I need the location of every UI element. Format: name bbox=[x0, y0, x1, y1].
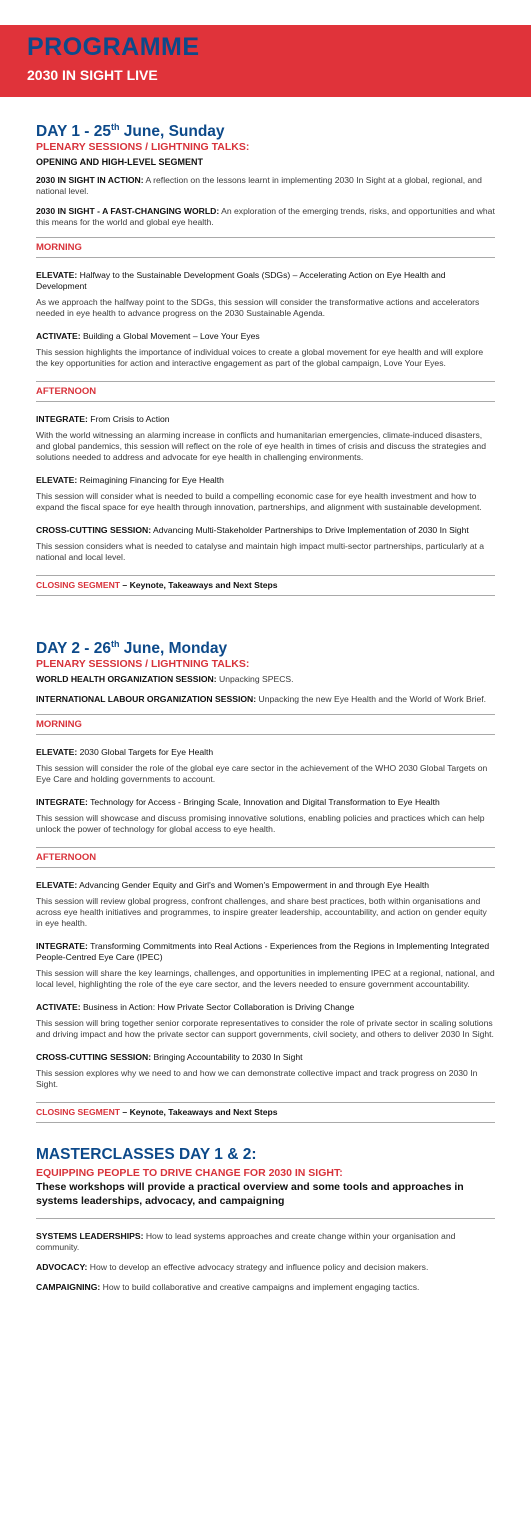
day2-closing-bar bbox=[36, 1102, 495, 1123]
session-name: Technology for Access - Bringing Scale, Innovation and Digital Transformation to Eye Health bbox=[87, 797, 440, 807]
day1-opening-item bbox=[36, 206, 495, 228]
session-label: ACTIVATE: bbox=[36, 331, 81, 341]
session-label: ELEVATE: bbox=[36, 475, 78, 485]
item-label: SYSTEMS LEADERSHIPS: bbox=[36, 1231, 144, 1241]
day1-heading bbox=[36, 117, 495, 141]
session-name: Advancing Multi-Stakeholder Partnerships to Drive Implementation of 2030 In Sight bbox=[151, 525, 469, 535]
session-name: Advancing Gender Equity and Girl's and Women's Empowerment in and through Eye Health bbox=[77, 880, 430, 890]
masterclasses-divider bbox=[36, 1218, 495, 1219]
session-name: Business in Action: How Private Sector Collaboration is Driving Change bbox=[80, 1002, 355, 1012]
masterclasses-subheading: EQUIPPING PEOPLE TO DRIVE CHANGE FOR 2030 IN SIGHT: bbox=[36, 1167, 343, 1179]
day1-morning-bar: MORNING bbox=[36, 237, 495, 258]
closing-text: – Keynote, Takeaways and Next Steps bbox=[120, 580, 278, 590]
day1-closing-bar bbox=[36, 575, 495, 596]
session-title bbox=[36, 331, 495, 342]
item-label: 2030 IN SIGHT - A FAST-CHANGING WORLD: bbox=[36, 206, 220, 216]
item-label: 2030 IN SIGHT IN ACTION: bbox=[36, 175, 144, 185]
day1-heading-suffix: June, Sunday bbox=[119, 123, 225, 141]
day2-heading-suffix: June, Monday bbox=[119, 640, 228, 658]
session-description: This session considers what is needed to catalyse and maintain high impact multi-sector partnerships, particularly at a national and local level. bbox=[36, 541, 485, 562]
session-title bbox=[36, 525, 495, 536]
session-name: Halfway to the Sustainable Development Goals (SDGs) – Accelerating Action on Eye Health and Development bbox=[36, 270, 446, 291]
session-label: ELEVATE: bbox=[36, 270, 78, 280]
session-title bbox=[36, 270, 495, 292]
session-name: From Crisis to Action bbox=[87, 414, 170, 424]
item-label: WORLD HEALTH ORGANIZATION SESSION: bbox=[36, 674, 217, 684]
masterclasses-heading: MASTERCLASSES DAY 1 & 2: bbox=[36, 1146, 257, 1163]
session-label: CROSS-CUTTING SESSION: bbox=[36, 1052, 152, 1062]
item-label: ADVOCACY: bbox=[36, 1262, 88, 1272]
masterclass-item bbox=[36, 1262, 495, 1273]
session-description: This session will consider the role of the global eye care sector in the achievement of the WHO 2030 Global Targets on Eye Care and holding governments to account. bbox=[36, 763, 488, 784]
session-description: This session explores why we need to and how we can demonstrate collective impact and track progress on 2030 In Sight. bbox=[36, 1068, 478, 1089]
session-description: This session will consider what is needed to build a compelling economic case for eye health investment and how to expand the fiscal space for eye health through innovation, partnerships, and alignment with sustainable development. bbox=[36, 491, 482, 512]
day1-opening-item bbox=[36, 175, 495, 197]
session-title bbox=[36, 1052, 495, 1063]
day1-opening-heading: OPENING AND HIGH-LEVEL SEGMENT bbox=[36, 157, 204, 167]
session-name: Transforming Commitments into Real Actions - Experiences from the Regions in Implementing Integrated People-Centred Eye Care (IPEC) bbox=[36, 941, 490, 962]
session-label: ELEVATE: bbox=[36, 880, 78, 890]
day2-morning-bar: MORNING bbox=[36, 714, 495, 735]
item-text: Unpacking SPECS. bbox=[216, 674, 294, 684]
day2-heading bbox=[36, 634, 495, 658]
item-text: Unpacking the new Eye Health and the World of Work Brief. bbox=[256, 694, 487, 704]
session-label: INTEGRATE: bbox=[36, 414, 88, 424]
session-title bbox=[36, 797, 495, 808]
header-banner bbox=[0, 25, 531, 97]
session-description: With the world witnessing an alarming increase in conflicts and humanitarian emergencies, climate-induced disasters, and global pandemics, this session will reflect on the role of eye health in times of crisis and discuss the strategies and solutions needed to address and advocate for eye health in challenging environments. bbox=[36, 430, 486, 462]
item-label: CAMPAIGNING: bbox=[36, 1282, 101, 1292]
masterclasses-description: These workshops will provide a practical overview and some tools and approaches in systems leaderships, advocacy, and campaigning bbox=[36, 1181, 464, 1207]
session-title bbox=[36, 1002, 495, 1013]
closing-text: – Keynote, Takeaways and Next Steps bbox=[120, 1107, 278, 1117]
session-title bbox=[36, 414, 495, 425]
session-description: This session will review global progress, confront challenges, and share best practices, both within organisations and across eye health initiatives and programmes, to inspire greater leadership, accountability, and action on gender equity in eye health. bbox=[36, 896, 487, 928]
item-text: How to build collaborative and creative campaigns and implement engaging tactics. bbox=[100, 1282, 420, 1292]
session-name: Reimagining Financing for Eye Health bbox=[77, 475, 224, 485]
session-label: CROSS-CUTTING SESSION: bbox=[36, 525, 152, 535]
session-description: This session will share the key learnings, challenges, and opportunities in implementing IPEC at a regional, national, and local level, highlighting the role of the eye care sector, and the levers needed to ensure government accountability. bbox=[36, 968, 495, 989]
day2-afternoon-bar: AFTERNOON bbox=[36, 847, 495, 868]
day2-plenary-item bbox=[36, 674, 495, 685]
closing-label: CLOSING SEGMENT bbox=[36, 1107, 121, 1117]
item-text: An exploration of the emerging trends, risks, and opportunities and what this means for the world and global eye health. bbox=[36, 206, 495, 227]
programme-content bbox=[36, 117, 495, 1302]
session-description: This session will bring together senior corporate representatives to consider the role of private sector in scaling solutions and driving impact and how the private sector can support governments, civil society, and others to deliver 2030 In Sight. bbox=[36, 1018, 494, 1039]
masterclass-item bbox=[36, 1282, 495, 1293]
page-subtitle: 2030 IN SIGHT LIVE bbox=[27, 67, 158, 83]
day1-afternoon-bar: AFTERNOON bbox=[36, 381, 495, 402]
closing-label: CLOSING SEGMENT bbox=[36, 580, 121, 590]
session-name: Building a Global Movement – Love Your Eyes bbox=[80, 331, 260, 341]
session-label: INTEGRATE: bbox=[36, 797, 88, 807]
item-label: INTERNATIONAL LABOUR ORGANIZATION SESSION: bbox=[36, 694, 257, 704]
masterclass-item bbox=[36, 1231, 495, 1253]
session-label: INTEGRATE: bbox=[36, 941, 88, 951]
session-title bbox=[36, 941, 495, 963]
day1-plenary-heading: PLENARY SESSIONS / LIGHTNING TALKS: bbox=[36, 141, 250, 153]
session-title bbox=[36, 880, 495, 891]
day2-plenary-item bbox=[36, 694, 495, 705]
session-description: As we approach the halfway point to the SDGs, this session will consider the transformative actions and accelerators needed in eye health to advance progress on the 2030 Sustainable Agenda. bbox=[36, 297, 480, 318]
session-name: Bringing Accountability to 2030 In Sight bbox=[151, 1052, 303, 1062]
session-name: 2030 Global Targets for Eye Health bbox=[77, 747, 214, 757]
session-description: This session highlights the importance of individual voices to create a global movement for eye health and will explore the key opportunities for action and interactive engagement as part of the global campaign, Love Your Eyes. bbox=[36, 347, 484, 368]
item-text: How to lead systems approaches and create change within your organisation and community. bbox=[36, 1231, 456, 1252]
day2-heading-sup: th bbox=[110, 639, 120, 649]
day1-heading-sup: th bbox=[110, 122, 120, 132]
session-title bbox=[36, 747, 495, 758]
item-text: How to develop an effective advocacy strategy and influence policy and decision makers. bbox=[87, 1262, 429, 1272]
day2-plenary-heading: PLENARY SESSIONS / LIGHTNING TALKS: bbox=[36, 658, 250, 670]
session-description: This session will showcase and discuss promising innovative solutions, enabling policies and practices which can help unlock the power of technology for global access to eye health. bbox=[36, 813, 485, 834]
day2-heading-prefix: DAY 2 - 26 bbox=[36, 640, 111, 658]
session-label: ELEVATE: bbox=[36, 747, 78, 757]
session-label: ACTIVATE: bbox=[36, 1002, 81, 1012]
page-title: PROGRAMME bbox=[27, 33, 200, 61]
item-text: A reflection on the lessons learnt in implementing 2030 In Sight at a global, regional, and national level. bbox=[36, 175, 482, 196]
day1-heading-prefix: DAY 1 - 25 bbox=[36, 123, 111, 141]
session-title bbox=[36, 475, 495, 486]
